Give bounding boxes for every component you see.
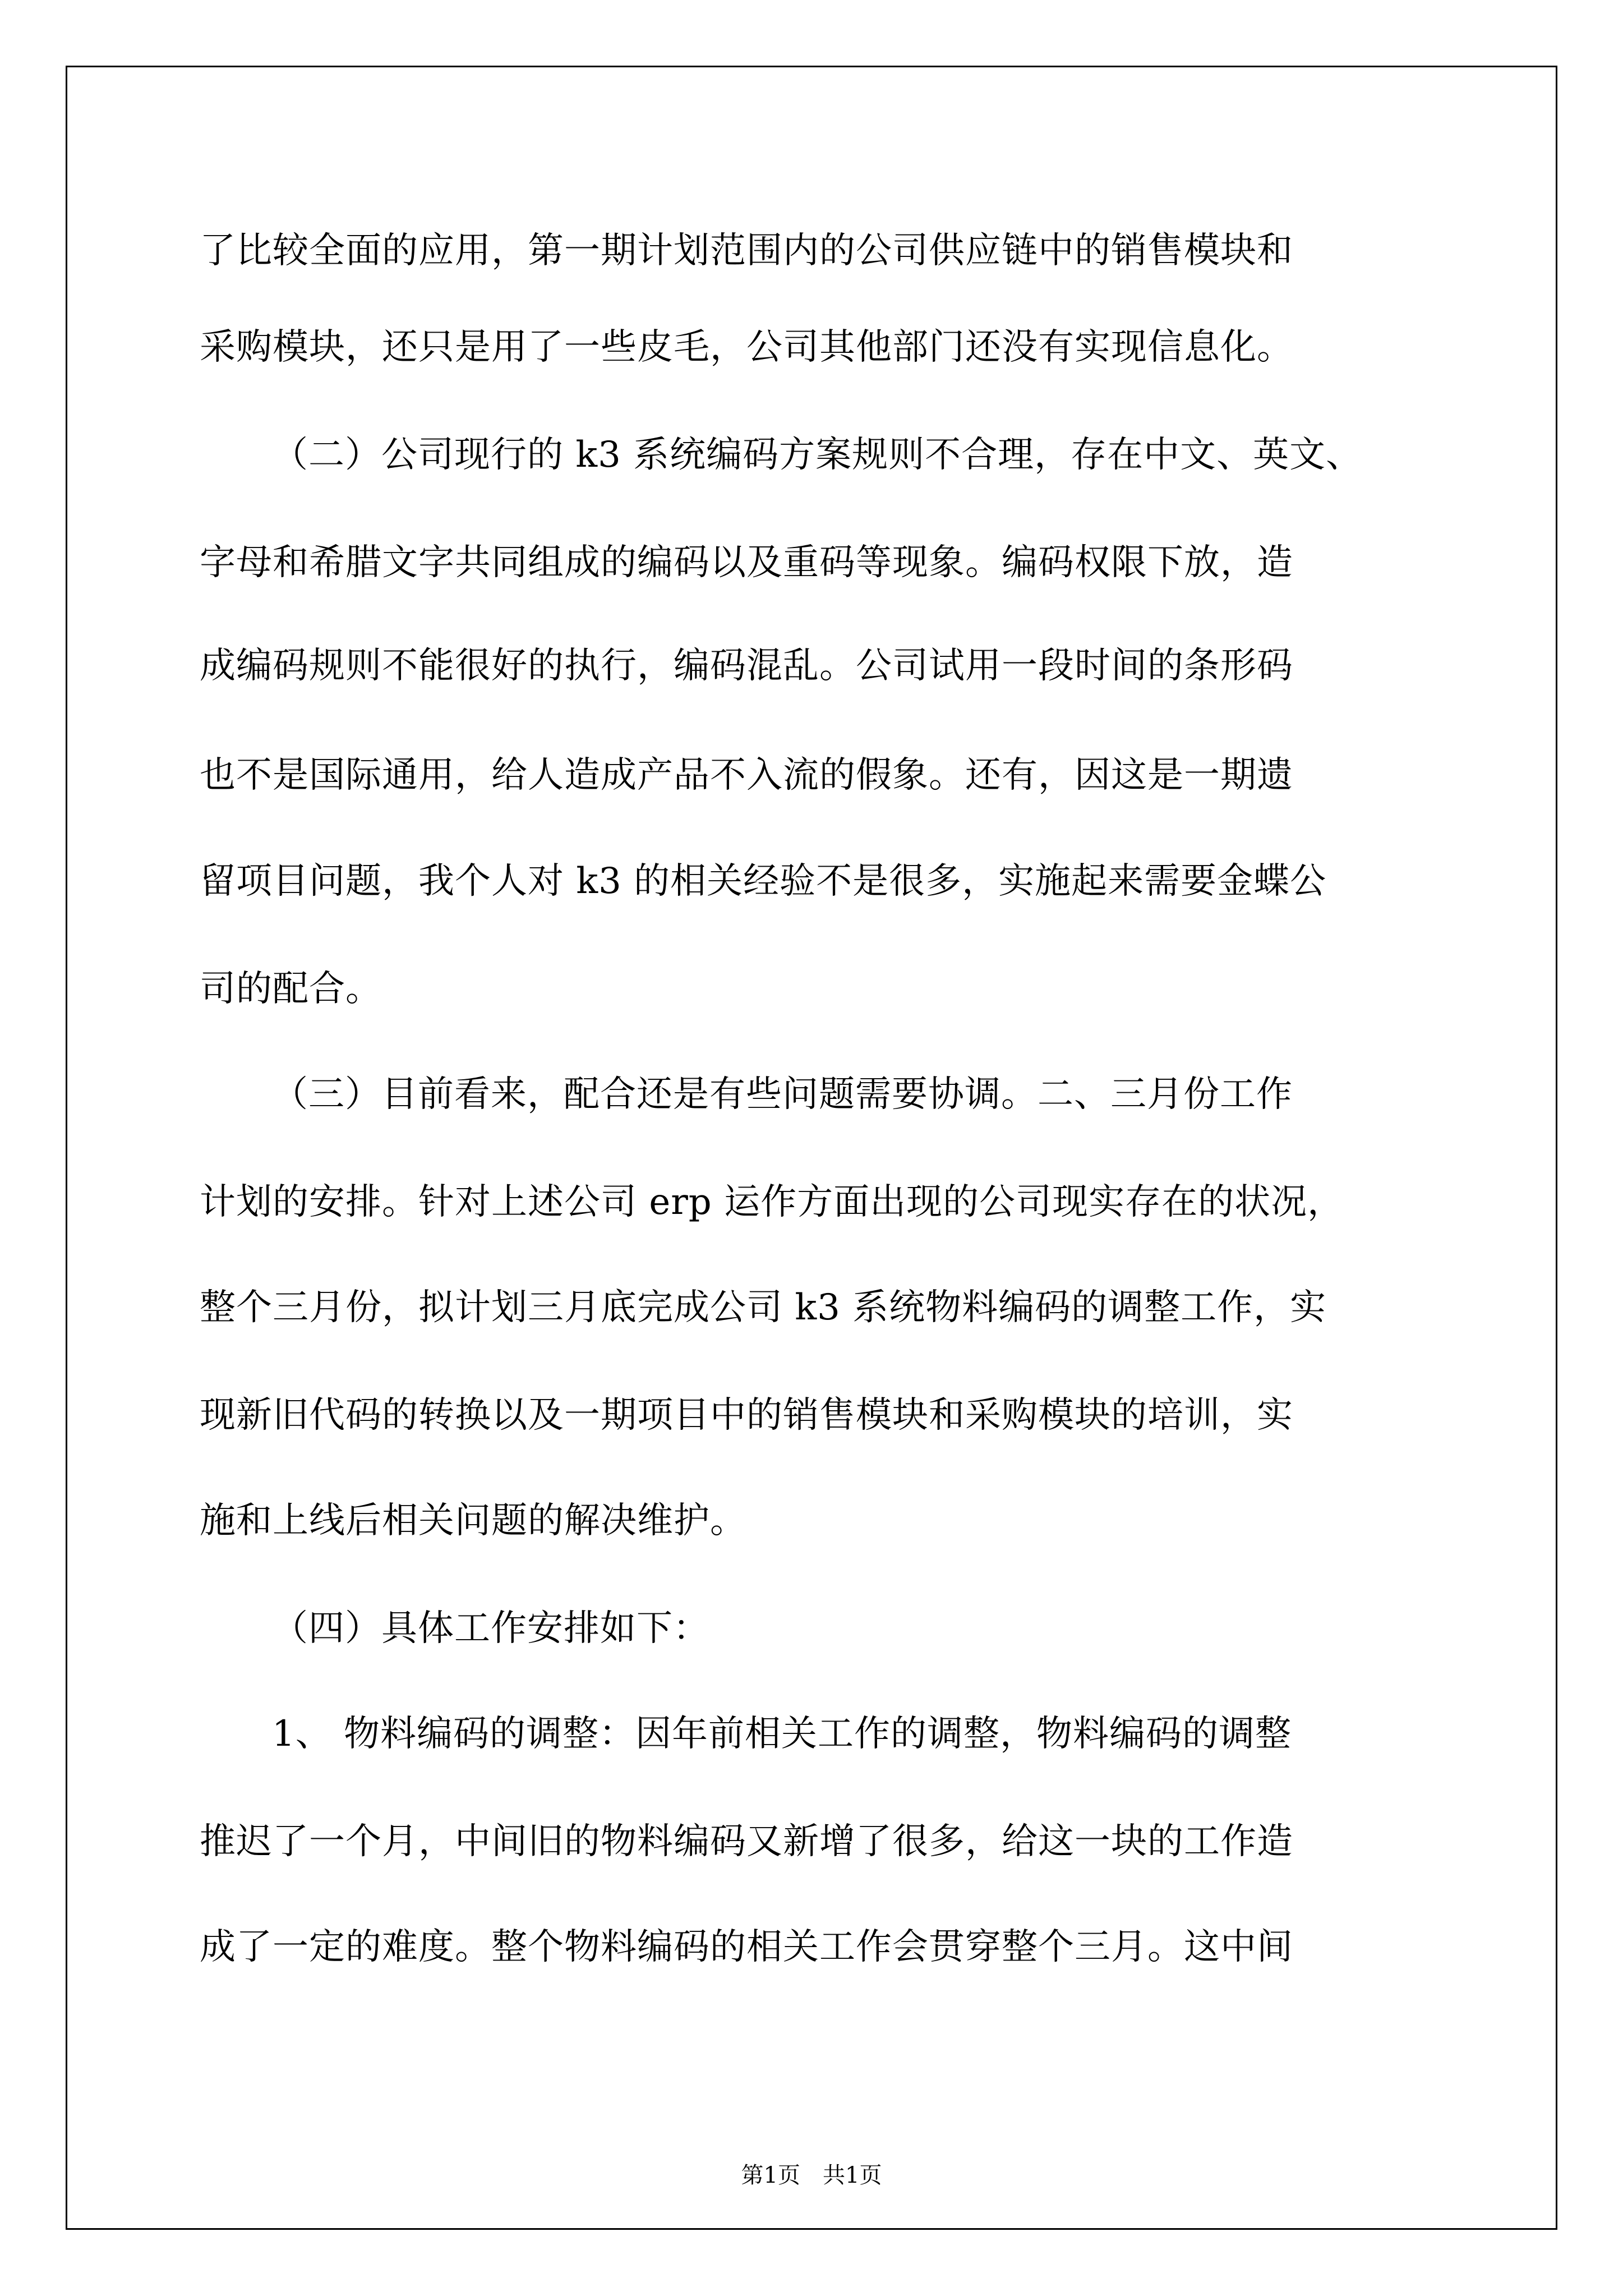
body-line-4: 字母和希腊文字共同组成的编码以及重码等现象。编码权限下放，造	[200, 542, 1293, 583]
body-line-7: 留项目问题，我个人对 k3 的相关经验不是很多，实施起来需要金蝶公	[200, 861, 1327, 902]
page-number: 第1页 共1页	[741, 2162, 882, 2188]
body-line-3: （二）公司现行的 k3 系统编码方案规则不合理，存在中文、英文、	[272, 434, 1363, 476]
body-line-2: 采购模块，还只是用了一些皮毛，公司其他部门还没有实现信息化。	[200, 326, 1293, 368]
page-border	[66, 66, 1557, 2230]
body-line-14: （四）具体工作安排如下：	[272, 1608, 709, 1649]
body-line-12: 现新旧代码的转换以及一期项目中的销售模块和采购模块的培训，实	[200, 1395, 1293, 1436]
body-line-11: 整个三月份，拟计划三月底完成公司 k3 系统物料编码的调整工作，实	[200, 1287, 1327, 1328]
body-line-17: 成了一定的难度。整个物料编码的相关工作会贯穿整个三月。这中间	[200, 1926, 1293, 1968]
body-line-5: 成编码规则不能很好的执行，编码混乱。公司试用一段时间的条形码	[200, 645, 1293, 687]
body-line-10: 计划的安排。针对上述公司 erp 运作方面出现的公司现实存在的状况，	[200, 1181, 1344, 1223]
body-line-1: 了比较全面的应用，第一期计划范围内的公司供应链中的销售模块和	[200, 230, 1293, 272]
body-line-16: 推迟了一个月，中间旧的物料编码又新增了很多，给这一块的工作造	[200, 1821, 1293, 1862]
body-line-13: 施和上线后相关问题的解决维护。	[200, 1500, 746, 1542]
body-line-15: 1、 物料编码的调整：因年前相关工作的调整，物料编码的调整	[272, 1713, 1292, 1755]
body-line-6: 也不是国际通用，给人造成产品不入流的假象。还有，因这是一期遗	[200, 754, 1293, 796]
body-line-9: （三）目前看来，配合还是有些问题需要协调。二、三月份工作	[272, 1074, 1293, 1115]
body-line-8: 司的配合。	[200, 968, 382, 1010]
